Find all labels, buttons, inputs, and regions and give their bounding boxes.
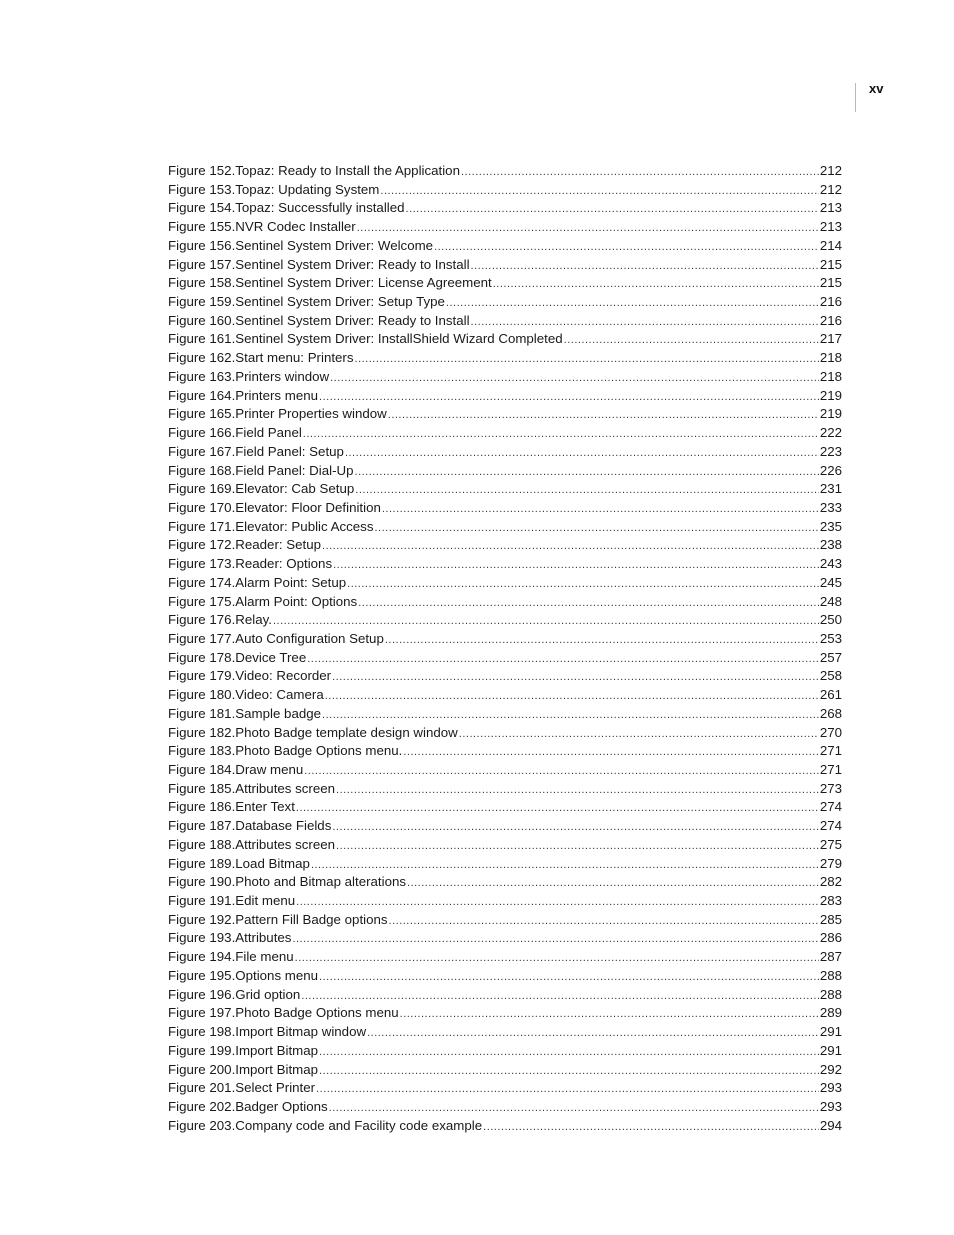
- toc-entry-label: Figure 186.Enter Text: [168, 799, 295, 815]
- toc-entry-label: Figure 163.Printers window: [168, 368, 330, 384]
- toc-entry-page: 213: [819, 200, 842, 216]
- toc-entry[interactable]: [168, 536, 842, 555]
- toc-dot-leader: [380, 182, 818, 201]
- toc-entry-label: Figure 180.Video: Camera: [168, 687, 324, 703]
- toc-entry[interactable]: [168, 181, 842, 200]
- toc-entry-page: 282: [819, 874, 842, 890]
- toc-entry-page: 274: [819, 799, 842, 815]
- toc-entry-label: Figure 190.Photo and Bitmap alterations: [168, 874, 407, 890]
- toc-dot-leader: [319, 388, 819, 407]
- toc-dot-leader: [347, 575, 819, 594]
- toc-entry-label: Figure 178.Device Tree: [168, 649, 307, 665]
- toc-entry[interactable]: [168, 667, 842, 686]
- toc-entry[interactable]: [168, 1042, 842, 1061]
- toc-entry-label: Figure 162.Start menu: Printers: [168, 350, 354, 366]
- toc-entry[interactable]: [168, 405, 842, 424]
- toc-entry-page: 271: [819, 762, 842, 777]
- toc-entry-page: 214: [819, 237, 842, 253]
- toc-dot-leader: [316, 1080, 819, 1099]
- toc-entry-page: 212: [819, 163, 842, 178]
- toc-entry[interactable]: [168, 630, 842, 649]
- toc-entry-page: 293: [819, 1080, 842, 1096]
- toc-entry-label: Figure 192.Pattern Fill Badge options: [168, 911, 388, 927]
- toc-dot-leader: [389, 912, 819, 931]
- toc-entry[interactable]: [168, 518, 842, 537]
- toc-dot-leader: [332, 668, 819, 687]
- toc-entry[interactable]: [168, 349, 842, 368]
- toc-dot-leader: [459, 725, 819, 744]
- toc-entry-page: 268: [819, 705, 842, 721]
- toc-dot-leader: [345, 444, 819, 463]
- toc-entry[interactable]: [168, 761, 842, 780]
- toc-entry-page: 287: [819, 949, 842, 965]
- toc-entry[interactable]: [168, 387, 842, 406]
- toc-entry-page: 292: [819, 1061, 842, 1077]
- toc-dot-leader: [385, 631, 819, 650]
- toc-entry-label: Figure 196.Grid option: [168, 986, 301, 1002]
- toc-entry-page: 293: [819, 1098, 842, 1114]
- toc-entry-label: Figure 195.Options menu: [168, 967, 319, 983]
- toc-entry-label: Figure 182.Photo Badge template design window: [168, 724, 458, 740]
- toc-entry-page: 238: [819, 537, 842, 553]
- toc-entry[interactable]: [168, 1079, 842, 1098]
- toc-dot-leader: [322, 537, 819, 556]
- toc-dot-leader: [358, 594, 819, 613]
- toc-entry[interactable]: [168, 330, 842, 349]
- toc-entry-page: 257: [819, 649, 842, 665]
- toc-entry-label: Figure 161.Sentinel System Driver: InstallShield Wizard Completed: [168, 331, 563, 347]
- toc-entry-label: Figure 156.Sentinel System Driver: Welcome: [168, 237, 434, 253]
- toc-entry[interactable]: [168, 1023, 842, 1042]
- toc-entry-page: 215: [819, 256, 842, 272]
- toc-entry-page: 275: [819, 836, 842, 852]
- toc-entry-page: 271: [819, 743, 842, 759]
- toc-dot-leader: [403, 743, 818, 762]
- toc-entry-label: Figure 194.File menu: [168, 949, 294, 965]
- toc-entry[interactable]: [168, 499, 842, 518]
- toc-entry-page: 219: [819, 406, 842, 422]
- toc-entry[interactable]: [168, 162, 842, 181]
- toc-entry[interactable]: [168, 892, 842, 911]
- toc-entry-page: 222: [819, 425, 842, 441]
- toc-entry-label: Figure 159.Sentinel System Driver: Setup Type: [168, 294, 445, 310]
- toc-entry-page: 233: [819, 499, 842, 515]
- toc-entry-page: 226: [819, 462, 842, 478]
- toc-dot-leader: [296, 893, 819, 912]
- toc-entry-page: 270: [819, 724, 842, 740]
- toc-entry-label: Figure 168.Field Panel: Dial-Up: [168, 462, 354, 478]
- toc-entry-page: 261: [819, 687, 842, 703]
- toc-entry-page: 216: [819, 294, 842, 310]
- toc-entry-label: Figure 203.Company code and Facility code example: [168, 1117, 483, 1133]
- toc-entry[interactable]: [168, 574, 842, 593]
- toc-dot-leader: [336, 781, 819, 800]
- toc-entry-label: Figure 189.Load Bitmap: [168, 855, 310, 871]
- toc-entry[interactable]: [168, 873, 842, 892]
- toc-entry[interactable]: [168, 462, 842, 481]
- toc-entry[interactable]: [168, 218, 842, 237]
- toc-dot-leader: [295, 949, 819, 968]
- toc-entry-page: 253: [819, 630, 842, 646]
- toc-entry[interactable]: [168, 274, 842, 293]
- toc-dot-leader: [330, 369, 819, 388]
- toc-dot-leader: [311, 856, 819, 875]
- toc-entry[interactable]: [168, 798, 842, 817]
- toc-dot-leader: [382, 500, 819, 519]
- toc-entry-label: Figure 201.Select Printer: [168, 1080, 316, 1096]
- toc-entry-label: Figure 185.Attributes screen: [168, 780, 336, 796]
- toc-entry-page: 288: [819, 986, 842, 1002]
- toc-dot-leader: [493, 275, 819, 294]
- toc-entry[interactable]: [168, 293, 842, 312]
- toc-entry-label: Figure 183.Photo Badge Options menu.: [168, 743, 403, 759]
- toc-entry-label: Figure 179.Video: Recorder: [168, 668, 332, 684]
- toc-entry[interactable]: [168, 911, 842, 930]
- toc-dot-leader: [400, 1005, 819, 1024]
- toc-entry[interactable]: [168, 817, 842, 836]
- toc-entry-page: 235: [819, 518, 842, 534]
- toc-entry-label: Figure 152.Topaz: Ready to Install the Application: [168, 163, 460, 178]
- toc-entry[interactable]: [168, 480, 842, 499]
- toc-entry-page: 216: [819, 312, 842, 328]
- toc-entry-page: 258: [819, 668, 842, 684]
- toc-entry-page: 294: [819, 1117, 842, 1133]
- toc-entry-label: Figure 199.Import Bitmap: [168, 1042, 319, 1058]
- toc-entry-label: Figure 166.Field Panel: [168, 425, 302, 441]
- toc-dot-leader: [304, 762, 819, 781]
- toc-entry-label: Figure 170.Elevator: Floor Definition: [168, 499, 381, 515]
- toc-entry-label: Figure 177.Auto Configuration Setup: [168, 630, 384, 646]
- toc-entry-page: 212: [819, 181, 842, 197]
- toc-entry-label: Figure 184.Draw menu: [168, 762, 304, 777]
- toc-entry[interactable]: [168, 836, 842, 855]
- toc-entry-label: Figure 171.Elevator: Public Access: [168, 518, 374, 534]
- toc-dot-leader: [292, 930, 818, 949]
- toc-entry[interactable]: [168, 611, 842, 630]
- toc-entry-label: Figure 197.Photo Badge Options menu: [168, 1005, 399, 1021]
- toc-entry-page: 286: [819, 930, 842, 946]
- toc-dot-leader: [407, 874, 819, 893]
- toc-dot-leader: [303, 425, 819, 444]
- toc-entry-page: 250: [819, 612, 842, 628]
- toc-dot-leader: [332, 818, 818, 837]
- list-of-figures: [168, 162, 842, 1135]
- toc-entry-label: Figure 193.Attributes: [168, 930, 292, 946]
- toc-dot-leader: [374, 519, 818, 538]
- toc-entry-label: Figure 188.Attributes screen: [168, 836, 336, 852]
- toc-dot-leader: [367, 1024, 819, 1043]
- toc-dot-leader: [388, 406, 819, 425]
- toc-entry-label: Figure 173.Reader: Options: [168, 556, 333, 572]
- toc-entry-page: 219: [819, 387, 842, 403]
- toc-dot-leader: [564, 331, 819, 350]
- toc-entry-page: 243: [819, 556, 842, 572]
- toc-entry-page: 283: [819, 893, 842, 909]
- toc-entry[interactable]: [168, 780, 842, 799]
- toc-dot-leader: [471, 313, 819, 332]
- toc-entry[interactable]: [168, 929, 842, 948]
- toc-entry-label: Figure 160.Sentinel System Driver: Ready to Install: [168, 312, 470, 328]
- toc-entry-page: 245: [819, 574, 842, 590]
- toc-entry-label: Figure 181.Sample badge: [168, 705, 322, 721]
- toc-entry-page: 218: [819, 350, 842, 366]
- toc-entry-page: 223: [819, 443, 842, 459]
- toc-entry-label: Figure 176.Relay.: [168, 612, 272, 628]
- toc-entry-label: Figure 202.Badger Options: [168, 1098, 328, 1114]
- toc-entry[interactable]: [168, 555, 842, 574]
- toc-entry[interactable]: [168, 649, 842, 668]
- toc-entry-page: 215: [819, 275, 842, 291]
- toc-entry-page: 213: [819, 219, 842, 235]
- toc-entry-page: 289: [819, 1005, 842, 1021]
- toc-entry-page: 231: [819, 481, 842, 497]
- toc-dot-leader: [322, 706, 819, 725]
- toc-entry[interactable]: [168, 686, 842, 705]
- toc-entry-label: Figure 153.Topaz: Updating System: [168, 181, 380, 197]
- toc-dot-leader: [446, 294, 819, 313]
- toc-entry[interactable]: [168, 986, 842, 1005]
- toc-dot-leader: [325, 687, 819, 706]
- toc-entry-page: 288: [819, 967, 842, 983]
- toc-entry-label: Figure 164.Printers menu: [168, 387, 319, 403]
- toc-dot-leader: [296, 799, 819, 818]
- toc-entry-label: Figure 175.Alarm Point: Options: [168, 593, 358, 609]
- toc-entry-page: 248: [819, 593, 842, 609]
- toc-dot-leader: [333, 556, 819, 575]
- toc-dot-leader: [319, 1043, 819, 1062]
- toc-entry[interactable]: [168, 855, 842, 874]
- toc-entry-page: 291: [819, 1024, 842, 1040]
- toc-dot-leader: [471, 257, 819, 276]
- toc-dot-leader: [483, 1118, 819, 1137]
- toc-entry[interactable]: [168, 443, 842, 462]
- toc-entry-page: 273: [819, 780, 842, 796]
- toc-entry[interactable]: [168, 424, 842, 443]
- toc-entry-page: 291: [819, 1042, 842, 1058]
- toc-entry-label: Figure 169.Elevator: Cab Setup: [168, 481, 355, 497]
- toc-dot-leader: [329, 1099, 819, 1118]
- toc-entry-label: Figure 167.Field Panel: Setup: [168, 443, 344, 459]
- toc-dot-leader: [355, 481, 819, 500]
- toc-entry[interactable]: [168, 1117, 842, 1136]
- toc-entry-page: 217: [819, 331, 842, 347]
- toc-entry[interactable]: [168, 705, 842, 724]
- page-number: xv: [869, 81, 884, 96]
- toc-entry-page: 285: [819, 911, 842, 927]
- toc-entry-label: Figure 174.Alarm Point: Setup: [168, 574, 347, 590]
- toc-dot-leader: [319, 1062, 819, 1081]
- toc-entry-page: 218: [819, 368, 842, 384]
- toc-entry-label: Figure 200.Import Bitmap: [168, 1061, 319, 1077]
- toc-entry[interactable]: [168, 1061, 842, 1080]
- toc-entry[interactable]: [168, 312, 842, 331]
- toc-entry[interactable]: [168, 256, 842, 275]
- toc-dot-leader: [461, 163, 819, 182]
- toc-dot-leader: [301, 987, 819, 1006]
- toc-entry[interactable]: [168, 237, 842, 256]
- toc-dot-leader: [307, 650, 819, 669]
- toc-entry-label: Figure 172.Reader: Setup: [168, 537, 322, 553]
- toc-dot-leader: [434, 238, 819, 257]
- toc-dot-leader: [355, 463, 819, 482]
- toc-entry-label: Figure 198.Import Bitmap window: [168, 1024, 367, 1040]
- toc-dot-leader: [336, 837, 819, 856]
- toc-entry[interactable]: [168, 1004, 842, 1023]
- toc-entry-label: Figure 154.Topaz: Successfully installed: [168, 200, 405, 216]
- toc-dot-leader: [406, 200, 819, 219]
- toc-entry[interactable]: [168, 199, 842, 218]
- toc-entry-label: Figure 165.Printer Properties window: [168, 406, 387, 422]
- toc-entry-page: 279: [819, 855, 842, 871]
- toc-entry[interactable]: [168, 967, 842, 986]
- toc-entry-label: Figure 158.Sentinel System Driver: License Agreement: [168, 275, 492, 291]
- toc-entry-page: 274: [819, 818, 842, 834]
- toc-entry[interactable]: [168, 724, 842, 743]
- toc-entry-label: Figure 187.Database Fields: [168, 818, 332, 834]
- toc-entry[interactable]: [168, 742, 842, 761]
- toc-entry[interactable]: [168, 948, 842, 967]
- toc-dot-leader: [355, 350, 819, 369]
- toc-dot-leader: [357, 219, 819, 238]
- header-divider: [855, 83, 856, 112]
- toc-entry[interactable]: [168, 593, 842, 612]
- toc-dot-leader: [319, 968, 819, 987]
- toc-entry-label: Figure 155.NVR Codec Installer: [168, 219, 356, 235]
- toc-entry-label: Figure 191.Edit menu: [168, 893, 296, 909]
- toc-entry[interactable]: [168, 368, 842, 387]
- toc-entry[interactable]: [168, 1098, 842, 1117]
- toc-dot-leader: [273, 612, 819, 631]
- toc-entry-label: Figure 157.Sentinel System Driver: Ready to Install: [168, 256, 470, 272]
